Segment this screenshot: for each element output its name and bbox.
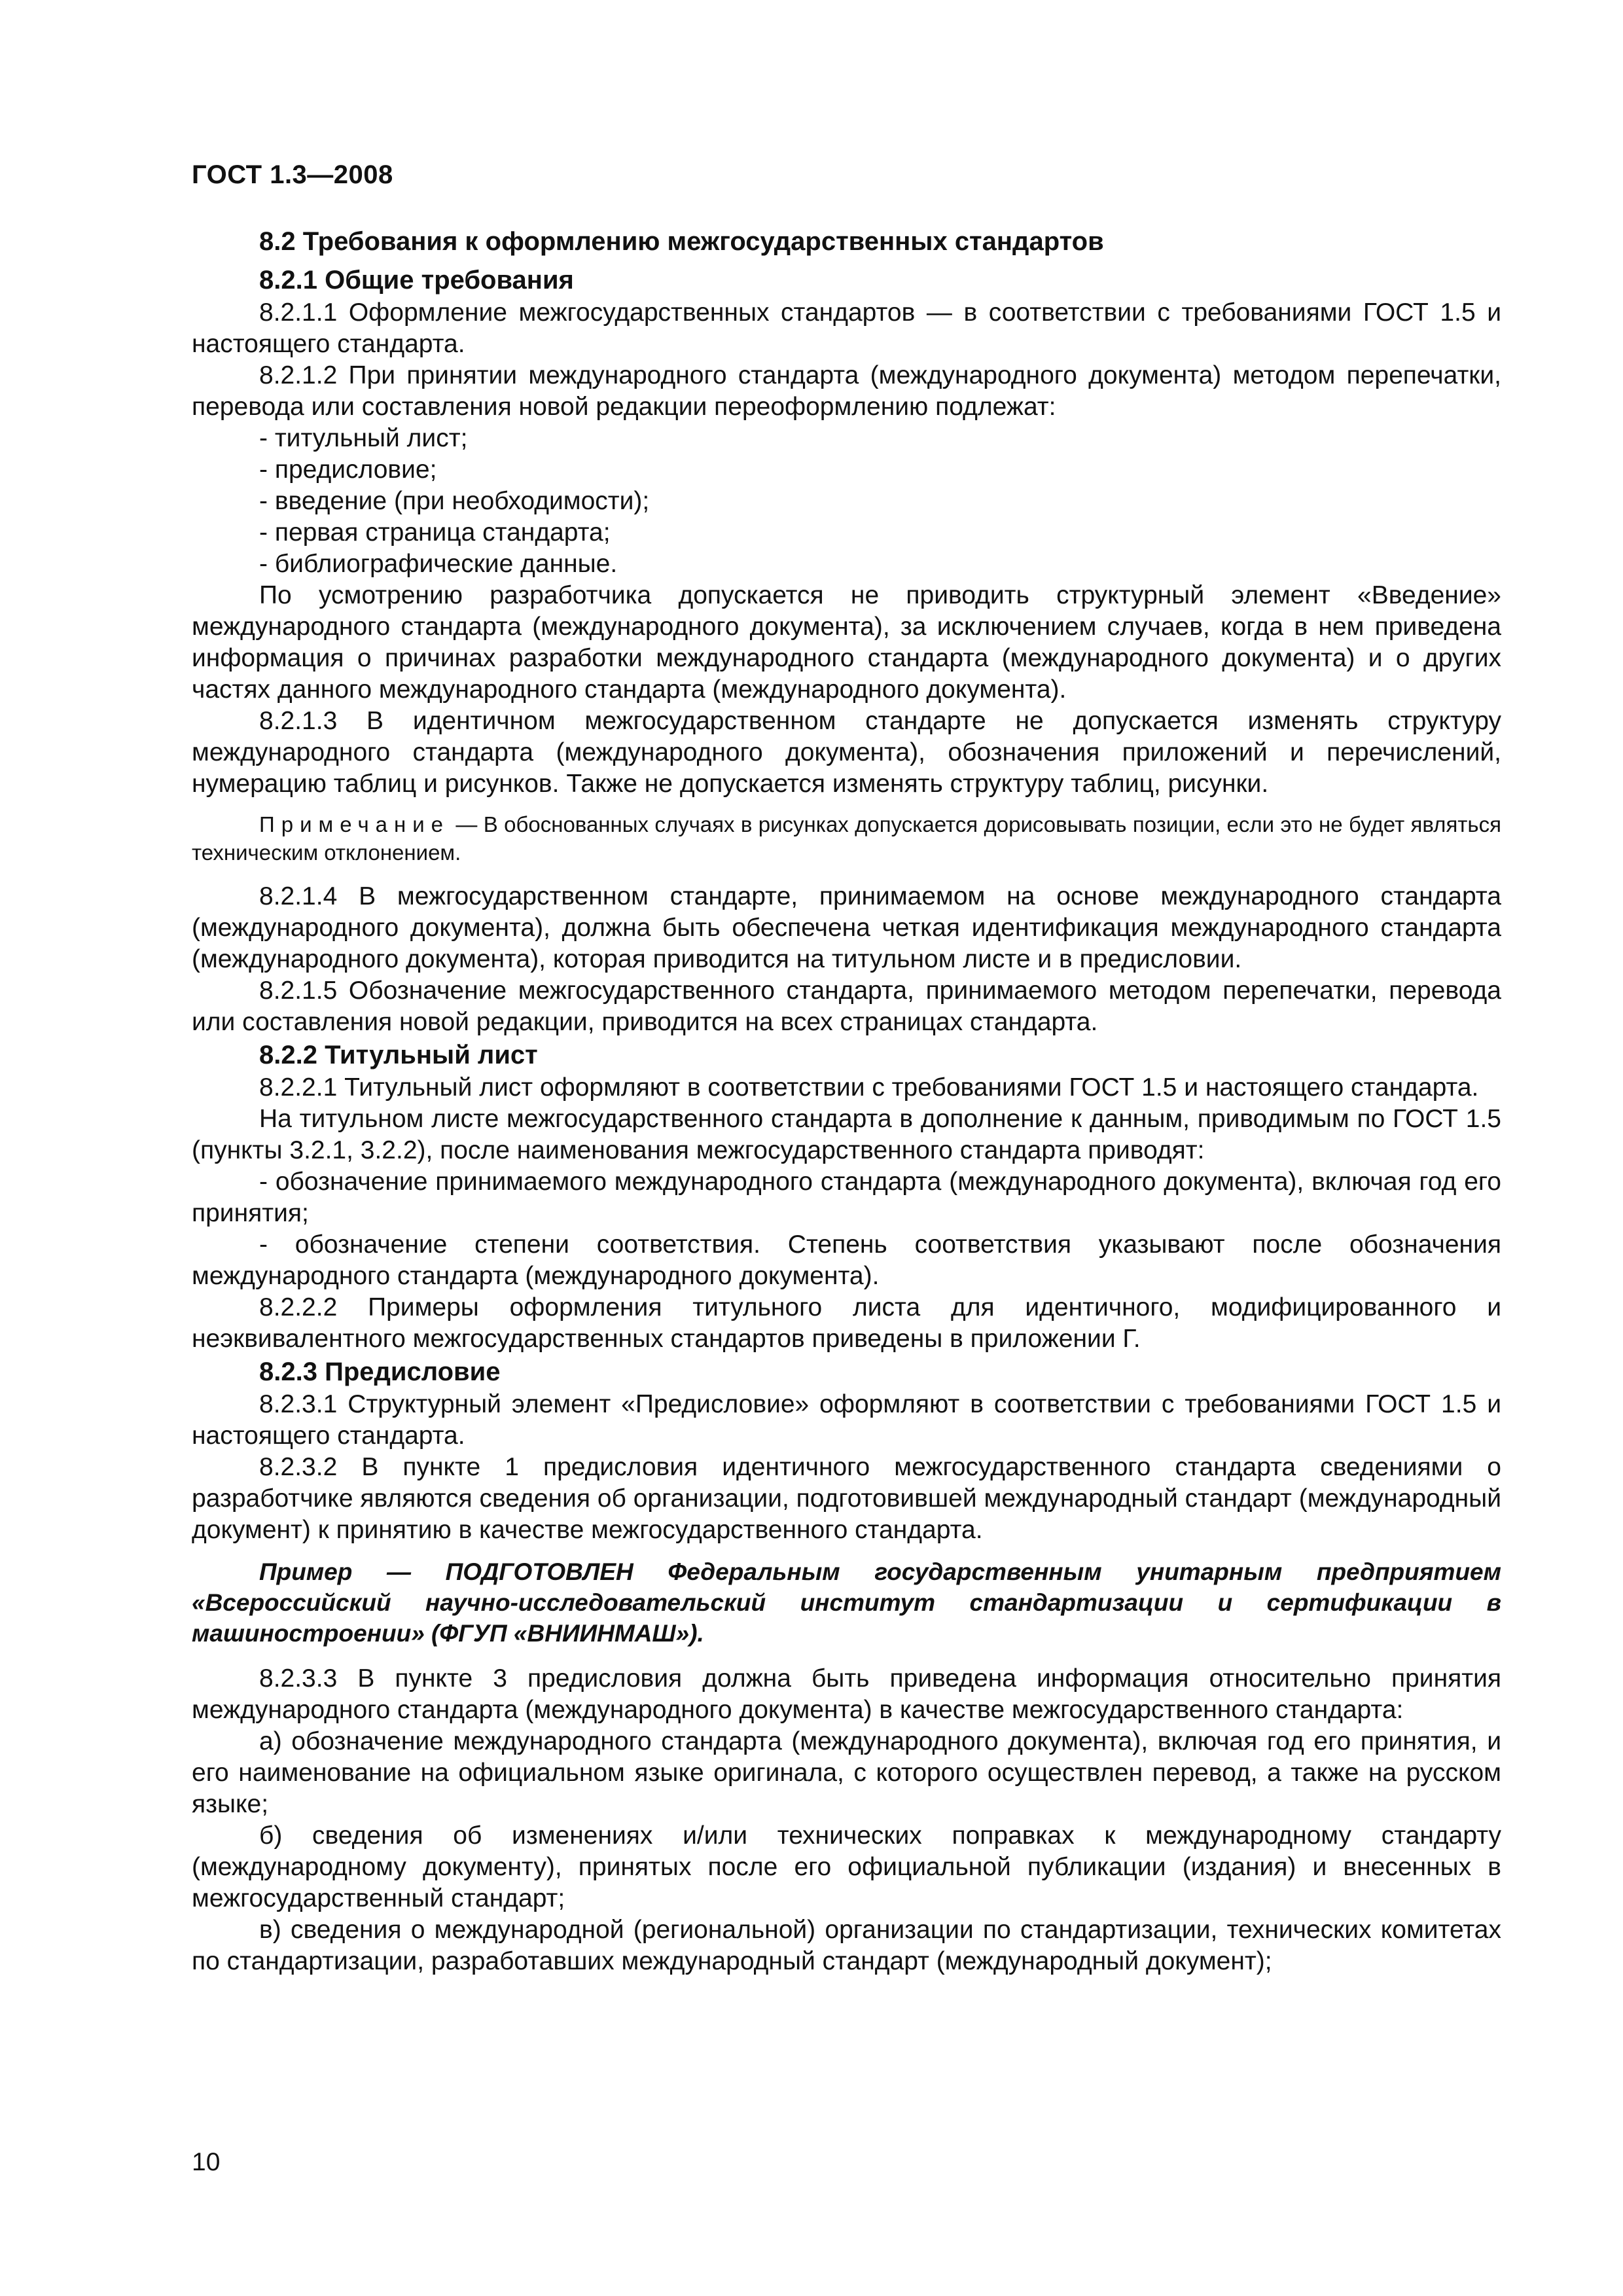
paragraph-8-2-1-4: 8.2.1.4 В межгосударственном стандарте, принимаемом на основе международного стандарта (международного документа), должна быть обеспечена четкая идентификация международного стандарта (международного документа), которая приводится на титульном листе и в предисловии. — [192, 882, 1501, 973]
paragraph-8-2-1-5: 8.2.1.5 Обозначение межгосударственного стандарта, принимаемого методом перепечатки, перевода или составления новой редакции, приводится на всех страницах стандарта. — [192, 977, 1501, 1036]
list-item: - библиографические данные. — [259, 550, 618, 578]
paragraph-8-2-3-3: 8.2.3.3 В пункте 3 предисловия должна быть приведена информация относительно принятия международного стандарта (международного документа) в качестве межгосударственного стандарта: — [192, 1664, 1501, 1724]
paragraph-dash-designation: - обозначение принимаемого международного стандарта (международного документа), включая год его принятия; — [192, 1168, 1501, 1227]
section-8-2-2-title: 8.2.2 Титульный лист — [259, 1041, 538, 1069]
page-number: 10 — [192, 2148, 221, 2176]
example-block: Пример — ПОДГОТОВЛЕН Федеральным государственным унитарным предприятием «Всероссийский научно-исследовательский институт стандартизации и сертификации в машиностроении» (ФГУП «ВНИИНМАШ»). — [192, 1558, 1501, 1647]
list-item: - предисловие; — [259, 456, 437, 484]
section-8-2-title: 8.2 Требования к оформлению межгосударственных стандартов — [259, 227, 1104, 256]
note-text: — В обоснованных случаях в рисунках допускается дорисовывать позиции, если это не будет являться техническим отклонением. — [192, 812, 1501, 865]
document-code-header: ГОСТ 1.3—2008 — [192, 160, 393, 189]
section-8-2-1-title: 8.2.1 Общие требования — [259, 266, 574, 295]
paragraph-dash-degree: - обозначение степени соответствия. Степень соответствия указывают после обозначения международного стандарта (международного документа). — [192, 1230, 1501, 1290]
paragraph-8-2-1-2: 8.2.1.2 При принятии международного стандарта (международного документа) методом перепечатки, перевода или составления новой редакции переоформлению подлежат: — [192, 361, 1501, 421]
paragraph-title-page-addition: На титульном листе межгосударственного стандарта в дополнение к данным, приводимым по ГОСТ 1.5 (пункты 3.2.1, 3.2.2), после наименования межгосударственного стандарта приводят: — [192, 1105, 1501, 1164]
note-label: Примечание — [259, 812, 450, 836]
list-item: - введение (при необходимости); — [259, 487, 650, 515]
paragraph-8-2-1-3: 8.2.1.3 В идентичном межгосударственном стандарте не допускается изменять структуру международного стандарта (международного документа), обозначения приложений и перечислений, нумерацию таблиц и рисунков. Также не допускается изменять структуру таблиц, рисунки. — [192, 707, 1501, 798]
paragraph-item-a: а) обозначение международного стандарта (международного документа), включая год его принятия, и его наименование на официальном языке оригинала, с которого осуществлен перевод, а также на русском языке; — [192, 1727, 1501, 1818]
paragraph-8-2-1-1: 8.2.1.1 Оформление межгосударственных стандартов — в соответствии с требованиями ГОСТ 1.5 и настоящего стандарта. — [192, 298, 1501, 358]
paragraph-8-2-2-1: 8.2.2.1 Титульный лист оформляют в соответствии с требованиями ГОСТ 1.5 и настоящего стандарта. — [259, 1073, 1479, 1102]
page-content — [192, 224, 1501, 1977]
section-8-2-3-title: 8.2.3 Предисловие — [259, 1357, 501, 1386]
paragraph-item-b: б) сведения об изменениях и/или технических поправках к международному стандарту (международному документу), принятых после его официальной публикации (издания) и внесенных в межгосударственный стандарт; — [192, 1821, 1501, 1912]
paragraph-item-v: в) сведения о международной (региональной) организации по стандартизации, технических комитетах по стандартизации, разработавших международный стандарт (международный документ); — [192, 1916, 1501, 1975]
paragraph-8-2-3-2: 8.2.3.2 В пункте 1 предисловия идентичного межгосударственного стандарта сведениями о разработчике являются сведения об организации, подготовившей международный стандарт (международный документ) к принятию в качестве межгосударственного стандарта. — [192, 1453, 1501, 1544]
note-block — [192, 810, 1501, 867]
paragraph-8-2-2-2: 8.2.2.2 Примеры оформления титульного листа для идентичного, модифицированного и неэквивалентного межгосударственных стандартов приведены в приложении Г. — [192, 1293, 1501, 1353]
list-item: - титульный лист; — [259, 424, 468, 452]
list-item: - первая страница стандарта; — [259, 518, 611, 547]
paragraph-introduction-discretion: По усмотрению разработчика допускается не приводить структурный элемент «Введение» международного стандарта (международного документа), за исключением случаев, когда в нем приведена информация о причинах разработки международного стандарта (международного документа) и о других частях данного международного стандарта (международного документа). — [192, 581, 1501, 704]
paragraph-8-2-3-1: 8.2.3.1 Структурный элемент «Предисловие» оформляют в соответствии с требованиями ГОСТ 1.5 и настоящего стандарта. — [192, 1390, 1501, 1450]
